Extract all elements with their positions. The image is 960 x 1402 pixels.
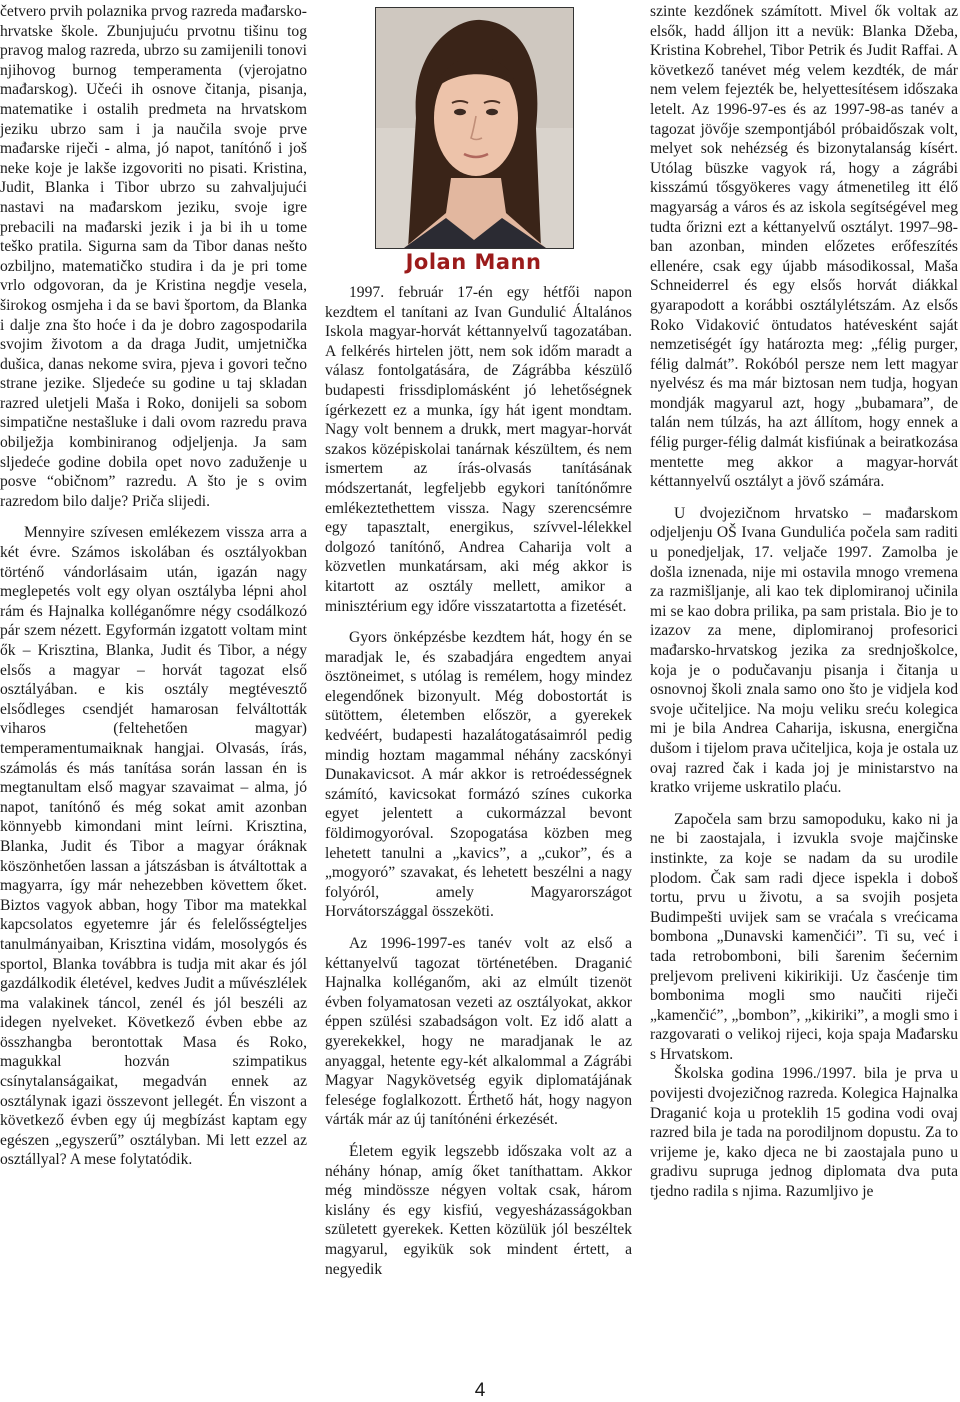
hungarian-paragraph-continued: szinte kezdőnek számított. Mivel ők voltak az elsők, hadd álljon itt a nevük: Blanka Džeba, Kristina Kobrehel, Tibor Petrik és Judit Raffai. A következő tanévet még velem kezdték, de már nem velem fejezték be, helyettesítésem időszaka letelt. Az 1996-97-es és az 1997-98-as tanév a tagozat jövője szempontjából próbaidőszak volt, melyet sok nehézség és bizonytalanság kísért. Utólag büszke vagyok rá, hogy a zágrábi kisszámú tősgyökeres vagy átmenetileg itt élő magyarság a város és az iskola segítségével meg tudta őrizni ezt a kéttanyelvű osztályt. 1997–98-ban azonban, minden előzetes erőfeszítés ellenére, csak egy újabb másodikossal, Maša Schneiderrel és egy elsős horvát diákkal gyarapodott a korábbi osztálylétszám. Az elsős Roko Vidaković öntudatos hatévesként saját nemzetiségét így határozta meg: „félig purger, félig dalmát”. Rokóból persze nem lett magyar nyelvész és ma már biztosan nem tudja, hogyan mondják magyarul azt, hogy „bubamara”, de talán nem túlzás, ha azt állítom, hogy ennek a félig purger-félig dalmát kisfiúnak a beiratkozása mentette meg akkor a magyar-horvát kéttannyelvű osztályt a jövő számára. <box>650 3 958 491</box>
croatian-paragraph-1: U dvojezičnom hrvatsko – mađarskom odjeljenju OŠ Ivana Gundulića počela sam raditi u ponedjeljak, 17. veljače 1997. Zamolba je došla iznenada, nije mi ostavila mnogo vremena za razmišljanje, ali kao tek diplomiranoj učinila mi se kao dobra prilika, pa sam pristala. Bio je to izazov za mene, diplomiranoj profesorici mađarsko-hrvatskog jezika za srednjoškolce, koja je o podučavanju pisanja i čitanja u osnovnoj školi znala samo ono što je vidjela kod svoje učiteljice. Na moju veliku sreću kolegica mi je bila Andrea Caharija, iskusna, energična dušom i tijelom prava učiteljica, koja je ostala uz ovaj razred čak i kada joj je ministarstvo na kratko vrijeme uskratilo plaću. <box>650 504 958 797</box>
hungarian-paragraph-4: Életem egyik legszebb időszaka volt az a néhány hónap, amíg őket taníthattam. Akkor még mindössze négyen voltak csak, három kislány és egy kisfiú, vegyesházasságokban született gyerekek. Ketten közülük jól beszéltek magyarul, egyikük sok mindent értett, a negyedik <box>325 1142 632 1278</box>
croatian-paragraph-continued: četvero prvih polaznika prvog razreda mađarsko-hrvatske škole. Zbunjujuću prvotnu tišinu tog pravog malog razreda, ubrzo su zamijenili tonovi njihovog burnog temperamenta (vjerojatno mađarskog). Učeći ih osnove čitanja, pisanja, matematike i ostalih predmeta na hrvatskom jeziku ubrzo sam i ja naučila svoje prve mađarske riječi - alma, jó napot, tanítónő i još neke koje je lakše izgovoriti no pisati. Kristina, Judit, Blanka i Tibor ubrzo su zahvaljujući nastavi na mađarskom jeziku, svoje igre prebacili na mađarski jezik i ja bi ih u tome teško pratila. Sigurna sam da Tibor danas nešto ozbiljno, matematičko studira i da je pri tome vrlo odgovoran, da je Kristina negdje vesela, širokog osmjeha i da se bavi športom, da Blanka i dalje zna što hoće i da je dobro zagospodarila svojim životom a da draga Judit, umjetnička dušica, danas nekome svira, pjeva i govori tečno strane jezike. Sljedeće su godine u taj skladan razred uletjeli Maša i Roko, donijeli sa sobom simpatične nestašluke i dali ovom razredu prava obilježja kombiniranog odjeljenja. Ja sam sljedeće godine dobila opet novo zaduženje u posve “običnom” razredu. A što je s ovim razredom bilo dalje? Priča slijedi. <box>0 3 308 510</box>
hungarian-paragraph-2: Gyors önképzésbe kezdtem hát, hogy én se maradjak le, és szabadjára engedtem anyai ösztöneimet, s utólag is remélem, hogy mindez elegendőnek bizonyult. Még dobostortát is sütöttem, életemben először, a gyerekek kedvéért, budapesti hazalátogatásaimról pedig mindig hoztam magammal néhány zacskónyi Dunakavicsot. A már akkor is retroédességnek számító, kavicsokat formázó színes cukorka egyet jelentett a cukormázzal bevont földimogyoróval. Szopogatása közben meg lehetett tanulni a „kavics”, a „cukor”, és a „mogyoró” szavakat, és lehetett beszélni a nagy folyóról, amely Magyarországot Horvátországgal összeköti. <box>325 629 632 921</box>
portrait-photo <box>375 7 574 249</box>
left-text-column <box>0 2 307 1170</box>
portrait-image <box>376 8 573 248</box>
right-text-column <box>650 2 958 1202</box>
page-number: 4 <box>474 1380 486 1401</box>
middle-text-column <box>325 283 632 1279</box>
croatian-paragraph-3: Školska godina 1996./1997. bila je prva u povijesti dvojezičnog razreda. Kolegica Hajnalka Draganić koja u proteklih 15 godina vodi ovaj razred bila je tada na porodiljnom dopustu. Za to vrijeme je, kako djeca ne bi zaostajala puno u gradivu supruga jednog diplomata dva puta tjedno radila s njima. Razumljivo je <box>650 1065 958 1201</box>
photo-caption: Jolan Mann <box>405 250 542 274</box>
hungarian-paragraph: Mennyire szívesen emlékezem vissza arra a két évre. Számos iskolában és osztályokban történő vándorlásaim után, igazán nagy meglepetés volt egy olyan osztályba lépni ahol rám és Hajnalka kolléganőmre négy csodálkozó pár szem nézett. Egyformán izgatott voltam mint ők – Krisztina, Blanka, Judit és Tibor, a négy elsős a magyar – horvát tagozat első osztályában. e kis osztály megtévesztő elsődleges csendjét hamarosan felváltották viharos (feltehetően magyar) temperamentumaiknak hangjai. Olvasás, írás, számolás és más tanítása során lassan én is megtanultam első magyar szavaimat – alma, jó napot, tanítónő és még sokat amit azonban könnyebb kimondani mint leírni. Krisztina, Blanka, Judit és Tibor a magyar óráknak köszönhetően lassan a játszásban is átváltottak a magyarra, így már nehezebben követtem őket. Biztos vagyok abban, hogy Tibor ma matekkal kapcsolatos egyetemre jár és felelősségteljes tanulmányaiban, Krisztina vidám, mosolygós és sportol, Blanka továbbra is tudja mit akar és jól gazdálkodik életével, kedves Judit a művészlélek ma valakinek táncol, zenél és jól beszéli az idegen nyelveket. Következő évben ebbe az összhangba berontottak Masa és Roko, magukkal hozván szimpatikus csínytalanságaikat, megadván ennek az osztálynak igazi összevont jellegét. Én viszont a következő évben egy új megbízást kaptam egy egészen „egyszerű” osztályban. Mi lett ezzel az osztállyal? A mese folytatódik. <box>0 524 307 1169</box>
hungarian-paragraph-3: Az 1996-1997-es tanév volt az első a kéttanyelvű tagozat történetében. Draganić Hajnalka kolléganőm, aki az elmúlt tizenöt évben folyamatosan vezeti az osztályokat, akkor éppen szülési szabadságon volt. Ez idő alatt a gyerekekkel, hogy ne maradjanak le az anyaggal, hetente egy-két alkalommal a Zágrábi Magyar Nagykövetség egyik diplomatájának felesége foglalkozott. Érthető hát, hogy nagyon várták már az új tanítónéni érkezését. <box>325 935 632 1129</box>
croatian-paragraph-2: Započela sam brzu samopoduku, kako ni ja ne bi zaostajala, i izvukla svoje majčinske instinkte, za koje se nadam da su urodile plodom. Čak sam radi djece ispekla i doboš tortu, prvu u životu, a sa svojih posjeta Budimpešti uvijek sam se vraćala s vrećicama bombona „Dunavski kamenčići”. Ti su, već i tada retrobomboni, bili šarenim šećernim preljevom preliveni kikirikiji. Uz časćenje tim bombonima mogli smo naučiti riječi „kamenčić”, „bombon”, „kikiriki”, a mogli smo i razgovarati o velikoj rijeci, koja spaja Mađarsku s Hrvatskom. <box>650 810 958 1063</box>
hungarian-paragraph-1: 1997. február 17-én egy hétfői napon kezdtem el tanítani az Ivan Gundulić Általános Iskola magyar-horvát kéttannyelvű tagozatában. A felkérés hirtelen jött, nem sok időm maradt a válasz fontolgatására, de Zágrábba készülő budapesti frissdiplomásként jó lehetőségnek ígérkezett ez a munka, így hát igent mondtam. Nagy volt bennem a drukk, mert magyar-horvát szakos középiskolai tanárnak készültem, és nem ismertem az írás-olvasás tanításának módszertanát, legfeljebb egykori tanítónőmre emlékeztethettem vissza. Nagy szerencsémre egy tapasztalt, energikus, szívvel-lélekkel dolgozó tanítónő, Andrea Caharija volt a közvetlen munkatársam, aki még akkor is kitartott az osztály mellett, amikor a minisztérium egy időre visszatartotta a fizetését. <box>325 284 632 615</box>
